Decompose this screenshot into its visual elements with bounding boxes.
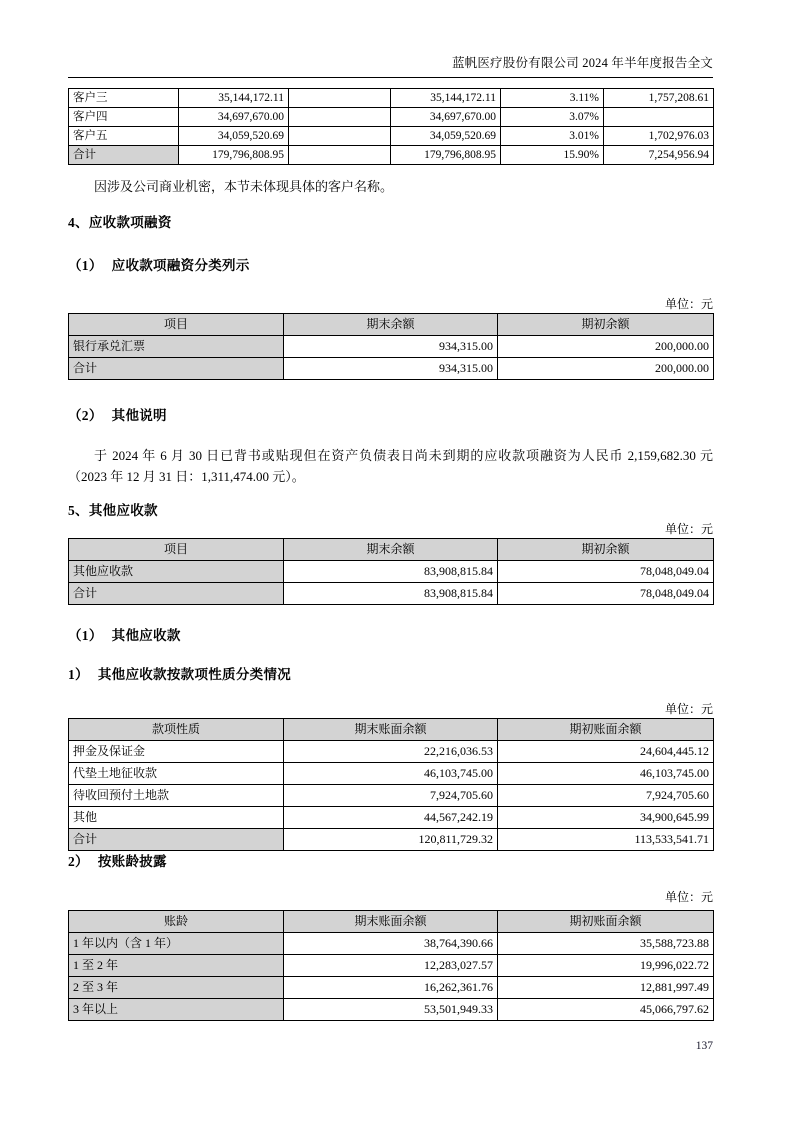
customer-bad-debt: 1,757,208.61 [604, 89, 714, 108]
row-item: 合计 [69, 829, 284, 851]
nature-table-block [68, 718, 713, 851]
row-ending: 53,501,949.33 [284, 999, 498, 1021]
section-4-sub-2-label: 其他说明 [111, 408, 167, 423]
customer-bad-debt: 1,702,976.03 [604, 127, 714, 146]
row-item: 合计 [69, 358, 284, 380]
customer-name: 客户五 [69, 127, 179, 146]
unit-label-other-receivables: 单位：元 [664, 522, 713, 536]
table-row-total [69, 583, 714, 605]
header-divider [68, 77, 713, 78]
table-row-total [69, 146, 714, 165]
table-row [69, 785, 714, 807]
column-header-ending: 期末余额 [284, 314, 498, 336]
customer-blank [289, 146, 391, 165]
table-row [69, 977, 714, 999]
row-item: 银行承兑汇票 [69, 336, 284, 358]
row-ending: 83,908,815.84 [284, 561, 498, 583]
section-5-sub-1-block [68, 626, 713, 645]
section-4-sub-1-number: （1） [68, 258, 103, 273]
table-row [69, 955, 714, 977]
section-5-sub-1-number: （1） [68, 628, 103, 643]
column-header-nature: 款项性质 [69, 719, 284, 741]
row-item: 3 年以上 [69, 999, 284, 1021]
section-4-sub-1-block [68, 256, 713, 275]
column-header-item: 项目 [69, 539, 284, 561]
row-ending: 22,216,036.53 [284, 741, 498, 763]
section-5-sub-1 [68, 626, 713, 645]
row-ending: 120,811,729.32 [284, 829, 498, 851]
section-4-sub-2-block [68, 406, 713, 425]
row-beginning: 200,000.00 [498, 336, 714, 358]
column-header-item: 项目 [69, 314, 284, 336]
row-ending: 934,315.00 [284, 358, 498, 380]
column-header-ending: 期末账面余额 [284, 911, 498, 933]
row-item: 1 年以内（含 1 年） [69, 933, 284, 955]
financing-table-block [68, 313, 713, 380]
row-ending: 7,924,705.60 [284, 785, 498, 807]
customers-note: 因涉及公司商业机密，本节未体现具体的客户名称。 [94, 179, 394, 194]
financing-table [68, 313, 714, 380]
column-header-beginning: 期初账面余额 [498, 719, 714, 741]
row-beginning: 45,066,797.62 [498, 999, 714, 1021]
customer-blank [289, 127, 391, 146]
table-row [69, 807, 714, 829]
row-beginning: 7,924,705.60 [498, 785, 714, 807]
row-item: 其他 [69, 807, 284, 829]
aging-table-block [68, 910, 713, 1021]
table-header-row [69, 539, 714, 561]
page-header: 蓝帆医疗股份有限公司 2024 年半年度报告全文 [451, 56, 713, 70]
row-beginning: 19,996,022.72 [498, 955, 714, 977]
customer-amount: 34,697,670.00 [179, 108, 289, 127]
other-receivables-table [68, 538, 714, 605]
row-ending: 12,283,027.57 [284, 955, 498, 977]
customer-amount2: 34,059,520.69 [391, 127, 501, 146]
row-ending: 16,262,361.76 [284, 977, 498, 999]
customer-pct: 3.01% [501, 127, 604, 146]
table-header-row [69, 911, 714, 933]
table-row [69, 741, 714, 763]
table-row-total [69, 358, 714, 380]
customer-amount2: 34,697,670.00 [391, 108, 501, 127]
customer-amount: 179,796,808.95 [179, 146, 289, 165]
unit-label-nature: 单位：元 [664, 702, 713, 716]
table-header-row [69, 719, 714, 741]
table-row [69, 89, 714, 108]
customer-pct: 3.11% [501, 89, 604, 108]
row-item: 合计 [69, 583, 284, 605]
customer-amount2: 179,796,808.95 [391, 146, 501, 165]
table-row [69, 561, 714, 583]
row-item: 其他应收款 [69, 561, 284, 583]
other-receivables-table-block [68, 538, 713, 605]
table-header-row [69, 314, 714, 336]
customers-table-block [68, 88, 713, 165]
aging-table [68, 910, 714, 1021]
column-header-aging: 账龄 [69, 911, 284, 933]
column-header-beginning: 期初余额 [498, 539, 714, 561]
section-4-sub-1 [68, 256, 713, 275]
section-5-heading: 5、其他应收款 [68, 503, 158, 518]
nature-table [68, 718, 714, 851]
section-5-item-1-block [68, 665, 713, 684]
customer-amount2: 35,144,172.11 [391, 89, 501, 108]
table-row [69, 933, 714, 955]
column-header-ending: 期末余额 [284, 539, 498, 561]
section-5-sub-1-label: 其他应收款 [111, 628, 181, 643]
section-4-sub-2 [68, 406, 713, 425]
customer-name: 合计 [69, 146, 179, 165]
customer-blank [289, 108, 391, 127]
table-row [69, 127, 714, 146]
column-header-beginning: 期初账面余额 [498, 911, 714, 933]
section-4-heading: 4、应收款项融资 [68, 215, 172, 230]
customer-pct: 15.90% [501, 146, 604, 165]
row-beginning: 12,881,997.49 [498, 977, 714, 999]
section-5-heading-block [68, 501, 713, 520]
customer-amount: 34,059,520.69 [179, 127, 289, 146]
section-5-item-2-number: 2） [68, 854, 89, 869]
customer-blank [289, 89, 391, 108]
section-4-sub-2-number: （2） [68, 408, 103, 423]
section-5-item-2-block [68, 852, 713, 871]
section-5-item-2-label: 按账龄披露 [97, 854, 167, 869]
row-beginning: 78,048,049.04 [498, 583, 714, 605]
customers-table [68, 88, 714, 165]
column-header-ending: 期末账面余额 [284, 719, 498, 741]
section-4-heading-block [68, 213, 713, 232]
row-beginning: 34,900,645.99 [498, 807, 714, 829]
customer-bad-debt: 7,254,956.94 [604, 146, 714, 165]
section-5-item-1-label: 其他应收款按款项性质分类情况 [97, 667, 292, 682]
row-beginning: 46,103,745.00 [498, 763, 714, 785]
customer-bad-debt [604, 108, 714, 127]
table-row [69, 999, 714, 1021]
section-5-item-1 [68, 665, 713, 684]
row-item: 待收回预付土地款 [69, 785, 284, 807]
page-number: 137 [695, 1040, 713, 1052]
row-ending: 38,764,390.66 [284, 933, 498, 955]
table-row [69, 336, 714, 358]
section-4-other-note: 于 2024 年 6 月 30 日已背书或贴现但在资产负债表日尚未到期的应收款项融资为人民币 2,159,682.30 元（2023 年 12 月 31 日：1,311,474.00 元）。 [68, 448, 713, 484]
customer-name: 客户四 [69, 108, 179, 127]
row-beginning: 78,048,049.04 [498, 561, 714, 583]
row-item: 1 至 2 年 [69, 955, 284, 977]
customer-pct: 3.07% [501, 108, 604, 127]
row-ending: 83,908,815.84 [284, 583, 498, 605]
row-beginning: 113,533,541.71 [498, 829, 714, 851]
row-ending: 44,567,242.19 [284, 807, 498, 829]
row-ending: 934,315.00 [284, 336, 498, 358]
section-5-item-2 [68, 852, 713, 871]
row-item: 2 至 3 年 [69, 977, 284, 999]
column-header-beginning: 期初余额 [498, 314, 714, 336]
row-ending: 46,103,745.00 [284, 763, 498, 785]
row-item: 押金及保证金 [69, 741, 284, 763]
customer-amount: 35,144,172.11 [179, 89, 289, 108]
row-beginning: 200,000.00 [498, 358, 714, 380]
row-item: 代垫土地征收款 [69, 763, 284, 785]
customer-name: 客户三 [69, 89, 179, 108]
unit-label-financing: 单位：元 [664, 297, 713, 311]
table-row-total [69, 829, 714, 851]
unit-label-aging: 单位：元 [664, 890, 713, 904]
section-4-sub-1-label: 应收款项融资分类列示 [111, 258, 250, 273]
table-row [69, 763, 714, 785]
row-beginning: 35,588,723.88 [498, 933, 714, 955]
section-5-item-1-number: 1） [68, 667, 89, 682]
table-row [69, 108, 714, 127]
row-beginning: 24,604,445.12 [498, 741, 714, 763]
